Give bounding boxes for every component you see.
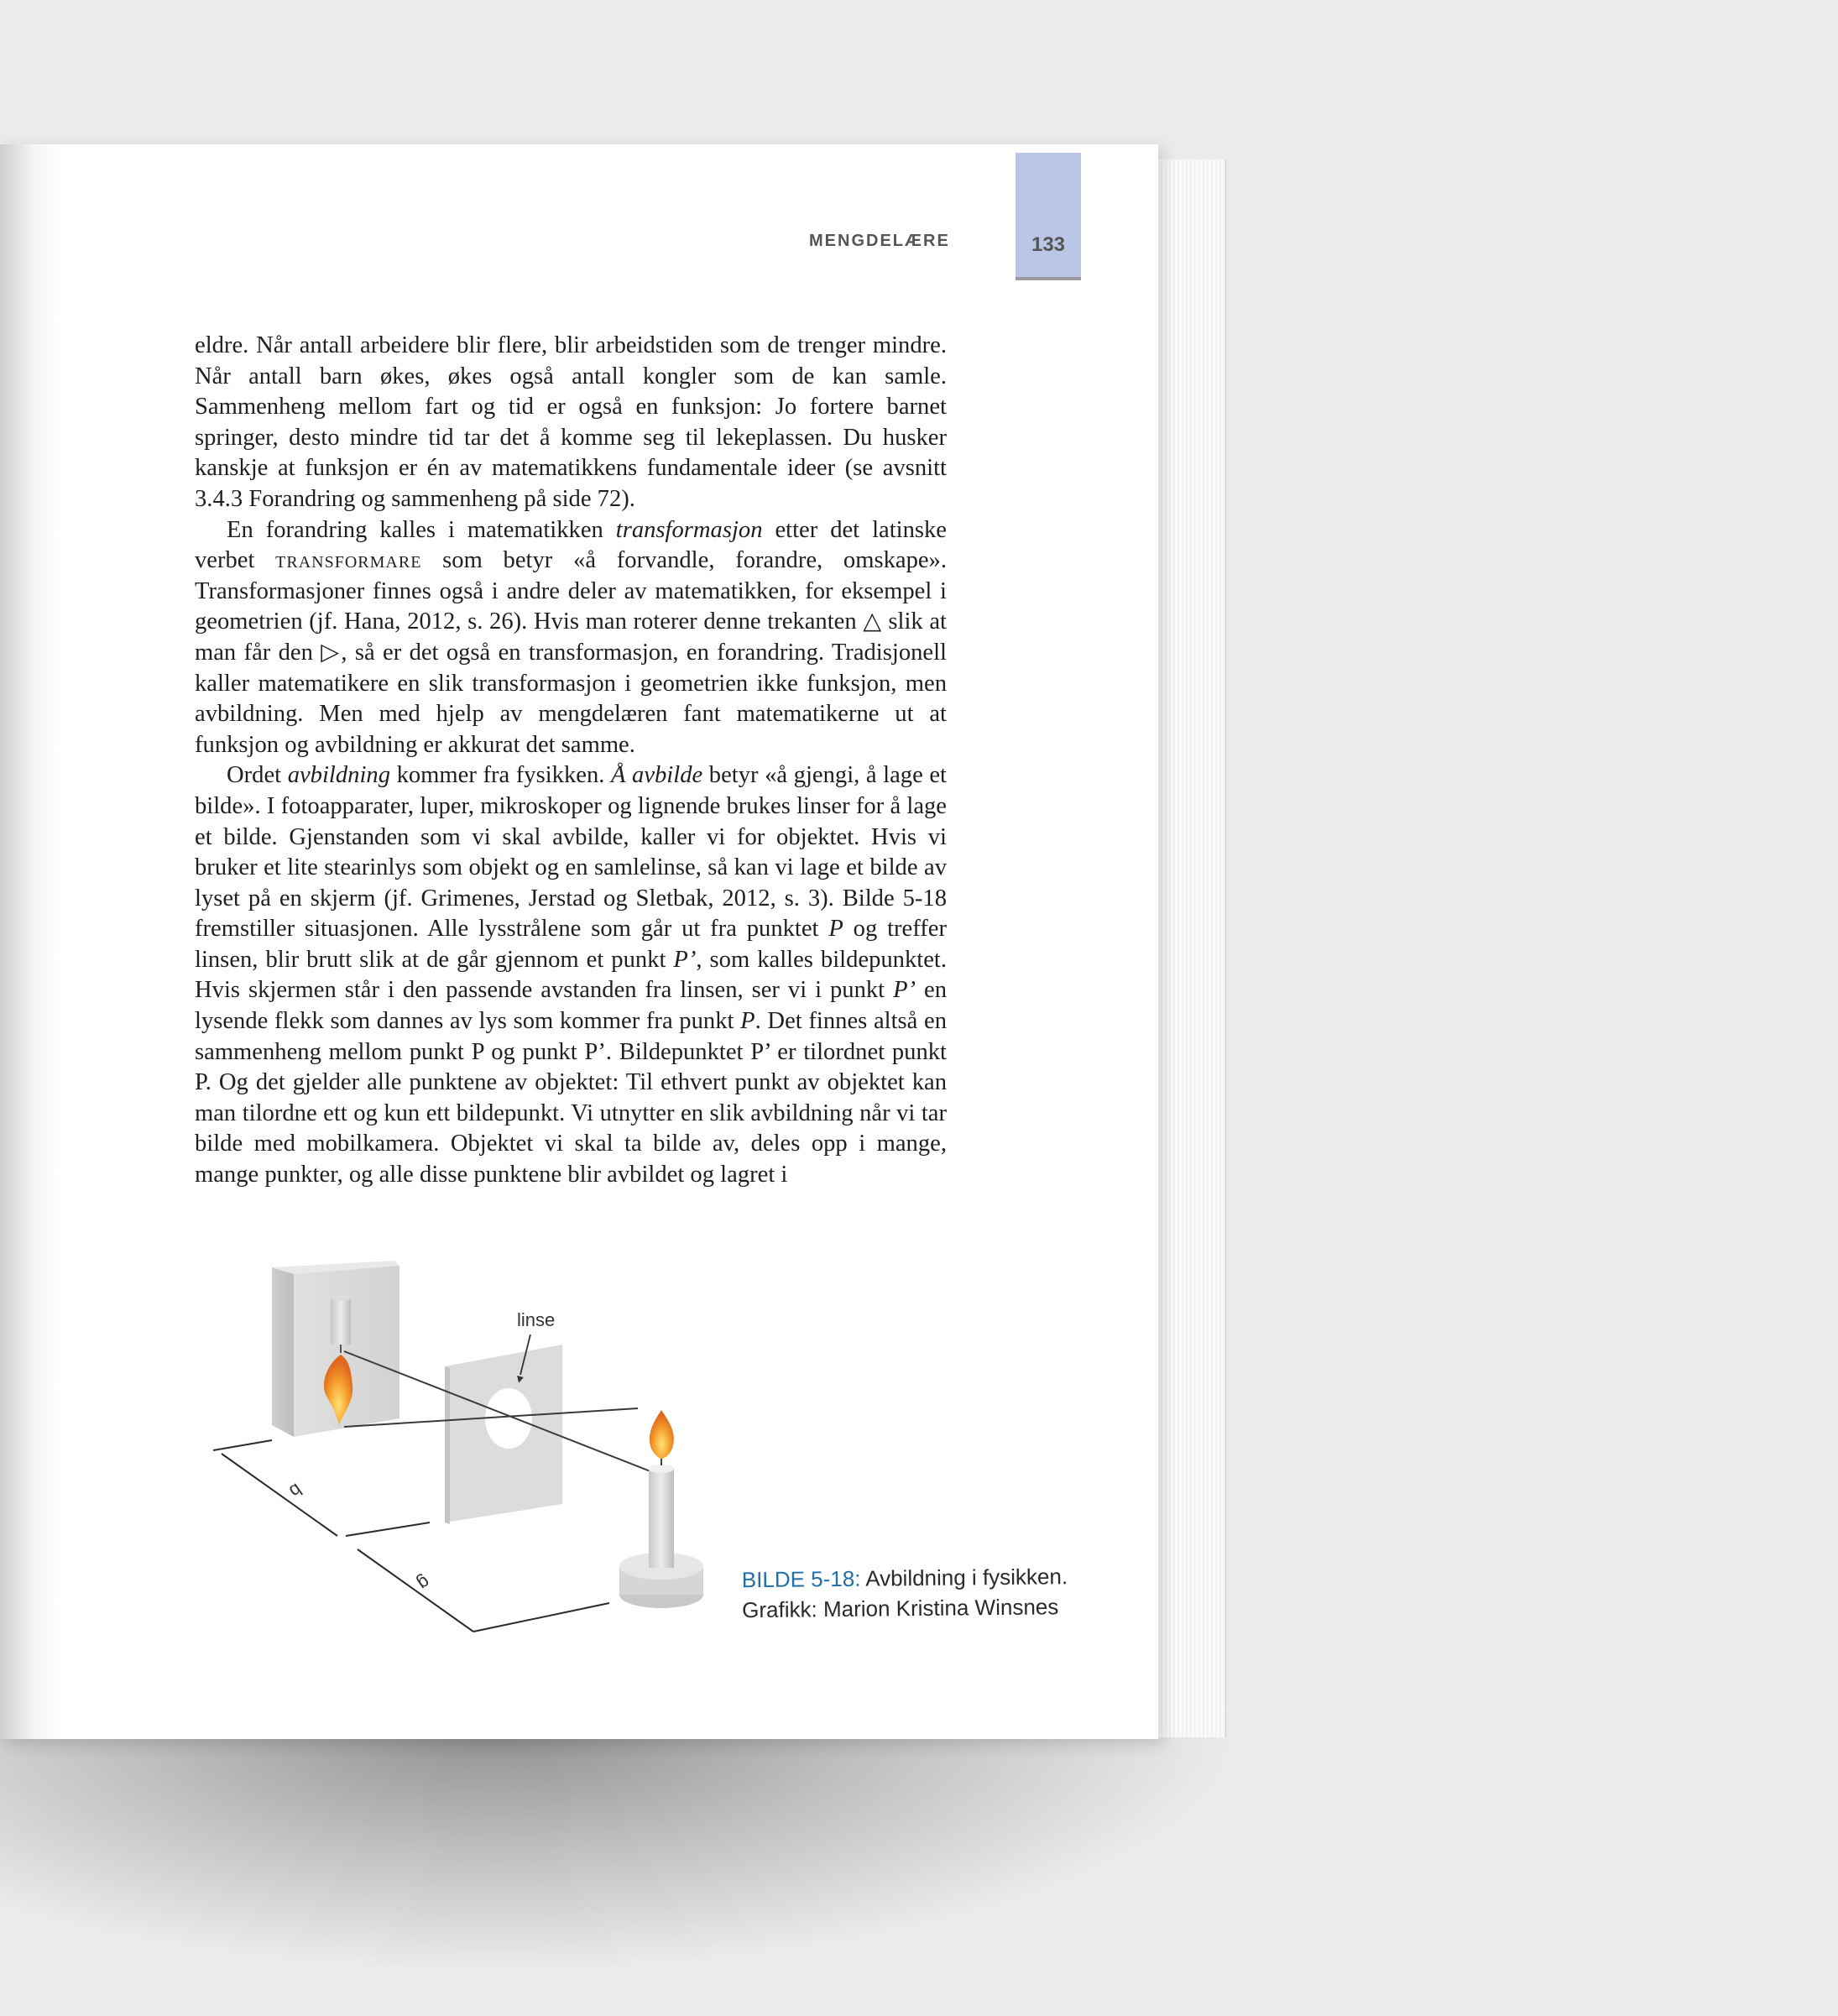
lens-label: linse [517, 1309, 556, 1330]
book-shadow [0, 1704, 1242, 1972]
figure-caption [742, 1561, 1095, 1625]
image-distance-label: b [285, 1479, 306, 1502]
caption-credit: Grafikk: Marion Kristina Winsnes [742, 1594, 1059, 1623]
paragraph-3: Ordet avbildning kommer fra fysikken. Å avbilde betyr «å gjengi, å lage et bilde». I fotoapparater, luper, mikroskoper og lignende brukes linser for å lage et bilde. Gjenstanden som vi skal avbilde, kaller vi for objektet. Hvis vi bruker et lite stearinlys som objekt og en samlelinse, så kan vi lage et bilde av lyset på en skjerm (jf. Grimenes, Jerstad og Sletbak, 2012, s. 3). Bilde 5-18 fremstiller situasjonen. Alle lysstrålene som går ut fra punktet P og treffer linsen, blir brutt slik at de går gjennom et punkt P’, som kalles bildepunktet. Hvis skjermen står i den passende avstanden fra linsen, ser vi i punkt P’ en lysende flekk som dannes av lys som kommer fra punkt P. Det finnes altså en sammenheng mellom punkt P og punkt P’. Bildepunktet P’ er tilordnet punkt P. Og det gjelder alle punktene av objektet: Til ethvert punkt av objektet kan man tilordne ett og kun ett bildepunkt. Vi utnytter en slik avbildning når vi tar bilde med mobilkamera. Objektet vi skal ta bilde av, deles opp i mange, mange punkter, og alle disse punktene blir avbildet og lagret i [195, 762, 948, 1188]
candle-object [619, 1410, 703, 1608]
screen-box [272, 1257, 399, 1437]
object-distance-label: g [413, 1571, 435, 1596]
paragraph-1: eldre. Når antall arbeidere blir flere, blir arbeidstiden som de trenger mindre. Når antall barn økes, økes også antall kongler som de kan samle. Sammenheng mellom fart og tid er også en funksjon: Jo fortere barnet springer, desto mindre tid tar det å komme seg til lekeplassen. Du husker kanskje at funksjon er én av matematikkens fundamentale ideer (se avsnitt 3.4.3 Forandring og sammenheng på side 72). [195, 332, 947, 512]
running-head: MENGDELÆRE [809, 232, 950, 250]
body-text [195, 331, 947, 1191]
caption-label: BILDE 5-18: [741, 1565, 861, 1593]
lens-diagram [201, 1251, 722, 1653]
paragraph-2: En forandring kalles i matematikken transformasjon etter det latinske verbet transformare som betyr «å forvandle, forandre, omskape». Transformasjoner finnes også i andre deler av matematikken, for eksempel i geometrien (jf. Hana, 2012, s. 26). Hvis man roterer denne trekanten △ slik at man får den ▷, så er det også en transformasjon, en forandring. Tradisjonell kaller matematikere en slik transformasjon i geometrien ikke funksjon, men avbildning. Men med hjelp av mengdelæren fant matematikerne ut at funksjon og avbildning er akkurat det samme. [195, 516, 947, 758]
lens-panel [445, 1345, 562, 1524]
page-number-tab [1016, 153, 1081, 280]
page-number: 133 [1031, 233, 1066, 256]
caption-text: Avbildning i fysikken. [860, 1564, 1068, 1591]
